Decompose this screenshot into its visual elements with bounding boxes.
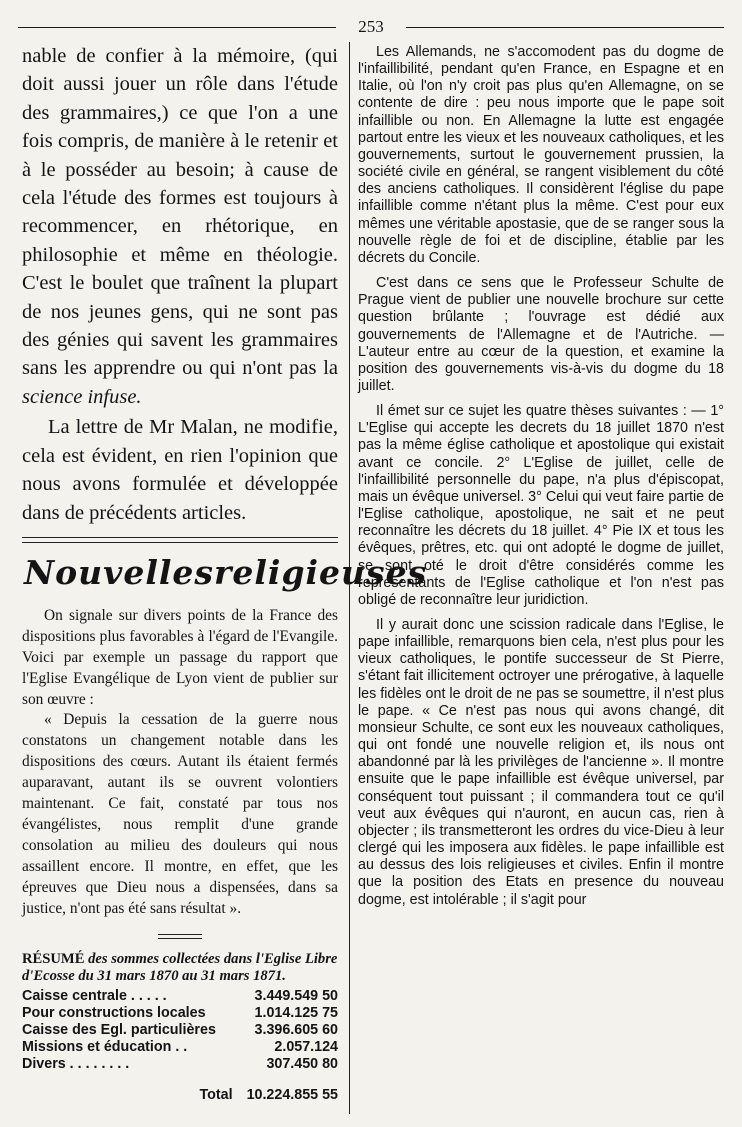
section-rule	[22, 537, 338, 543]
resume-heading	[22, 951, 338, 986]
row-amount: 307.450 80	[266, 1055, 338, 1072]
section-title-word-2: religieuses	[213, 552, 428, 592]
table-row	[22, 1056, 338, 1073]
article-paragraph-1: Les Allemands, ne s'accomodent pas du dogme de l'infaillibilité, pendant qu'en France, en Espagne et en Italie, où l'on n'y croit pas plus qu'en Allemagne, on se contente de dire : peu nous importe que le pape soit infaillible ou non. En Allemagne la lutte est engagée partout entre les vieux et les nouveaux catholiques, et les gouvernements, surtout le gouvernement prussien, la société civile en général, se rangent visiblement du côté des anciens catholiques. Il considèrent l'église du pape infaillible comme n'étant plus la même. C'est pour eux mêmes une véritable apostasie, que de se ranger sous la nouvelle règle de foi et de discipline, établie par les décrets du Concile.	[358, 44, 724, 266]
row-label: Caisse des Egl. particulières	[22, 1021, 216, 1038]
row-label: Missions et éducation . .	[22, 1038, 188, 1055]
essay-block	[22, 42, 338, 527]
article-paragraph-2: C'est dans ce sens que le Professeur Schulte de Prague vient de publier une nouvelle brochure sur cette question brûlante ; l'ouvrage est dédié aux gouvernements de l'Allemagne et de l'Autriche. — L'auteur entre au cœur de la question, et examine la position des gouvernements vis-à-vis du dogme du 18 juillet.	[358, 275, 724, 394]
grand-total	[22, 1087, 338, 1103]
header-rule-right	[406, 27, 724, 28]
row-label: Caisse centrale . . . . .	[22, 987, 167, 1004]
left-column	[22, 42, 428, 1103]
total-label: Total	[199, 1086, 233, 1103]
right-column	[358, 44, 724, 909]
row-amount: 3.449.549 50	[254, 987, 338, 1004]
row-amount: 3.396.605 60	[254, 1021, 338, 1038]
news-paragraph: On signale sur divers points de la France des dispositions plus favorables à l'égard de l'Evangile. Voici par exemple un passage du rapport que l'Eglise Evangélique de Lyon vient de publier sur son œuvre :	[22, 606, 338, 708]
intro-italic: science infuse.	[22, 385, 142, 408]
page-number: 253	[358, 17, 384, 36]
table-row	[22, 1005, 338, 1022]
row-amount: 2.057.124	[274, 1038, 338, 1055]
section-title	[22, 552, 428, 592]
intro-paragraph	[22, 42, 338, 411]
table-row	[22, 988, 338, 1005]
intro-text: nable de confier à la mémoire, (qui doit aussi jouer un rôle dans l'étude des grammaires,) ce que l'on a une fois compris, de manière à le retenir et à le posséder au besoin; à cause de cela l'étude des formes est toujours à recommencer, en rhétorique, en philosophie et même en théologie. C'est le boulet que traînent la plupart de nos jeunes gens, qui ne sont pas des génies qui savent les grammaires sans les apprendre ou qui n'ont pas la	[22, 45, 338, 380]
news-block	[22, 606, 338, 920]
short-rule	[158, 934, 202, 939]
article-paragraph-3: Il émet sur ce sujet les quatre thèses suivantes : — 1° L'Eglise qui accepte les decrets du 18 juillet 1870 n'est pas la même église catholique et apostolique qui existait avant ce concile. 2° L'Eglise de juillet, celle de l'infaillibilité personnelle du pape, n'a plus d'épiscopat, mais un évêque universel. 3° Celui qui veut faire partie de l'Eglise catholique, apostolique, ne sait et ne peut reconnaître les décrets du 18 juillet. 4° Pie IX et tous les évêques, prêtres, etc. qui ont adopté le dogme de juillet, se sont oté le droit d'être considérés comme les représentants de l'Eglise catholique et l'on n'est pas obligé de reconnaître leur juridiction.	[358, 403, 724, 608]
total-amount: 10.224.855 55	[246, 1086, 338, 1103]
table-row	[22, 1039, 338, 1056]
header-rule-left	[18, 27, 336, 28]
article-paragraph-4: Il y aurait donc une scission radicale dans l'Eglise, le pape infaillible, remarquons bien cela, n'est plus pour les vieux catholiques, le pontife successeur de St Pierre, s'étant fait illicitement octroyer une prérogative, à laquelle les fidèles ont le droit de ne pas se soumettre, il n'est plus le pape. « Ce n'est pas nous qui avons changé, dit monsieur Schulte, ce sont eux les nouveaux catholiques, qui ont fondé une nouvelle religion et, ils nous ont abandonné par là les privilèges de l'ancienne ». Il montre ensuite que le pape infaillible est évêque universel, par conséquent tout puissant ; il commandera tout ce qu'il veut aux évêques qui n'auront, en aucun cas, rien à objecter ; ils transmetteront les ordres du vice-Dieu à leur clergé qui les imposera aux fidèles. le pape infaillible est au dessus des lois religieuses et civiles. Enfin il montre que la position des Etats en presence du nouveau dogme, est intolérable ; il s'agit pour	[358, 617, 724, 908]
row-label: Pour constructions locales	[22, 1004, 206, 1021]
resume-text: des sommes collectées dans l'Eglise Libre d'Ecosse du 31 mars 1870 au 31 mars 1871.	[22, 950, 338, 984]
table-row	[22, 1022, 338, 1039]
row-label: Divers . . . . . . . .	[22, 1055, 130, 1072]
row-amount: 1.014.125 75	[254, 1004, 338, 1021]
resume-prefix: RÉSUMÉ	[22, 950, 85, 967]
quote-paragraph: « Depuis la cessation de la guerre nous constatons un changement notable dans les dispositions des cœurs. Autant ils étaient fermés auparavant, autant ils se ouvrent volontiers maintenant. Ce fait, constaté par tous nos évangélistes, nous remplit d'une grande consolation au milieu des douleurs qui nous assaillent encore. Il montre, en effet, que les épreuves que Dieu nous a dispensées, dans sa justice, n'ont pas été sans résultat ».	[22, 711, 338, 917]
totals-table	[22, 988, 338, 1073]
page-header	[18, 16, 724, 38]
section-title-word-1: Nouvelles	[24, 552, 214, 592]
malan-paragraph: La lettre de Mr Malan, ne modifie, cela est évident, en rien l'opinion que nous avons formulée et développée dans de précédents articles.	[22, 416, 338, 524]
